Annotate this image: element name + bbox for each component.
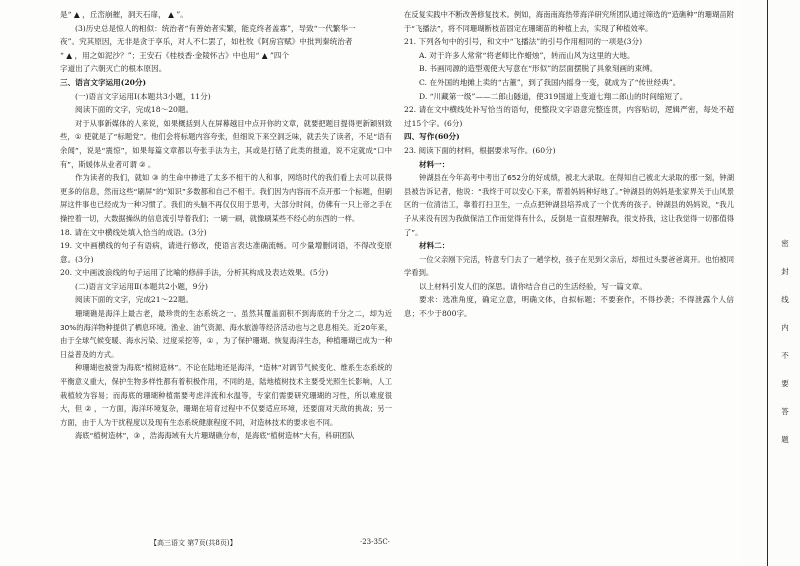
seal-line [767,0,768,566]
seal-char: 线 [781,295,789,304]
page-footer [150,538,390,548]
text-line: “ ▲ ，用之如泥沙？”；王安石《桂枝香·金陵怀古》中也用“ ▲ ”四个 [60,50,290,60]
left-column [60,8,392,443]
option-a: A. 对于许多人常常“将老师比作蜡烛”，转而山风为这里的大地。 [419,50,635,60]
question-21: 21. 下列各句中的引号，和文中“飞播法”的引号作用相同的一项是(3分) [404,37,643,47]
subsection-heading: (二)语言文字运用Ⅱ(本题共2小题，9分) [75,281,208,291]
text-line: (3)历史总是惊人的相似：统治者“有善始者实繁，能克终者盖寡”，导致“一代繁华一 [75,23,356,33]
question-23: 23. 阅读下面的材料，根据要求写作。(60分) [404,145,556,155]
material-heading: 材料一： [419,159,450,169]
passage-paragraph: 海底“植树造林”，③ ，浩海海域有大片珊瑚礁分布，是海底“植树造林”大有，科研团队 [75,431,355,441]
passage-paragraph: 在反复实践中不断改善修复技术。例如，海南南海热带海洋研究所团队通过筛选的“造礁种”的珊瑚苗附于“飞播法”，将不同珊瑚断枝苗固定在珊瑚苗的种植上去，实现了种植效率。 [404,10,734,33]
question-20: 20. 文中画波浪线的句子运用了比喻的修辞手法，分析其构成及表达效果。(5分) [60,268,329,278]
subsection-heading: (一)语言文字运用Ⅰ(本题共3小题，11分) [75,91,211,101]
subsection-intro: 阅读下面的文字，完成21～22题。 [75,295,194,305]
right-column [404,8,734,321]
seal-char: 封 [781,267,789,276]
footer-page-number: 【高三语文 第7页(共8页)】 [150,539,237,547]
seal-char: 内 [781,323,789,332]
text-line: 字道出了六朝灭亡的根本原因。 [60,64,167,74]
seal-char: 密 [781,239,789,248]
seal-char: 要 [781,379,789,388]
option-b: B. 书画同源的造型观使大写意在“形似”的层面摆脱了具象刻画的束缚。 [419,64,658,74]
passage-paragraph: 作为读者的我们，就如 ③ 的生命中掺进了太多不相干的人和事，网络时代的我们看上去可以获得更多的信息，然而这些“刷屏”的“知识”多数都和自己不相干。我们因为内容而不点开那一个标题，但刷屏这件事也已经成为一种习惯了。我们的头脑不再仅仅用于思考，大部分时间，仿佛有一只上帝之手在操控着一切，大数据操纵的信息流引导着我们；一刷一刷，就像刷某些不经心的东西的一样。 [60,173,392,223]
section-heading: 三、语言文字运用(20分) [60,77,147,87]
question-22: 22. 请在文中横线处补写恰当的语句，使整段文字语意完整连贯，内容贴切，逻辑严密，每处不超过15个字。(6分) [404,105,734,128]
question-19: 19. 文中画横线的句子有语病，请进行修改，使语言表达准确流畅。可少量增删词语，不得改变原意。(3分) [60,241,392,264]
writing-prompt: 以上材料引发人们的深思。请你结合自己的生活经验，写一篇文章。 [419,281,647,291]
option-c: C. 在外国的地摊上卖的“古董”，到了我国内摇身一变，就成为了“传世经典”。 [419,77,681,87]
subsection-intro: 阅读下面的文字，完成18～20题。 [75,105,194,115]
section-heading: 四、写作(60分) [404,132,460,142]
passage-paragraph: 对于从事新媒体的人来说，如果概括到人在屏幕越目中点开你的文章，就要把题目提得更新颖别致些，① 使就是了“标题党”。他们会将标题内容夸张，但细说下来空洞乏味，就丢失了读者，不足“语有余闻”，说是“震惊”，如果每篇文章都以夸张手法为主，其或是打错了此类的报道，说不定就成“口中有”，斯媛体从业者可谓 ② 。 [60,118,392,169]
footer-code: ·23-35C· [360,538,390,546]
seal-char: 题 [781,435,789,444]
seal-char: 答 [781,407,789,416]
material-heading: 材料二： [419,241,450,251]
option-d: D. “川藏第一级”——二郎山隧道，使319国道上变道七翔二郎山的时间缩短了。 [419,91,688,101]
question-18: 18. 请在文中横线处填入恰当的成语。(3分) [60,227,207,237]
seal-line-label [778,230,792,454]
material-paragraph: 一位父亲刚下完活，特意专门去了一趟学校，孩子在见到父亲后，却扭过头要爸爸离开。也怕被同学看到。 [404,254,734,278]
writing-requirements: 要求：选准角度，确定立意，明确文体，自拟标题；不要套作，不得抄袭；不得泄露个人信息；不少于800字。 [404,295,734,319]
passage-paragraph: 种珊瑚也被誉为海底“植树造林”。不论在陆地还是海洋，“造林”对调节气候变化、维系生态系统的平衡意义重大，保护生物多样性都有着积极作用，不同的是，陆地植树技术主要受光照生长影响，人工栽植较为容易；而海底的珊瑚种植需要考虑洋流和水温等，专家们需要研究珊瑚的习性，所以难度很大，但 ② ，一方面，海洋环境复杂，珊瑚在培育过程中不仅要适应环境，还要面对天敌的挑战；另一方面，由于人为干扰程度以及现有生态系统健康程度不同，对造林技术的要求也不同。 [60,363,392,427]
material-paragraph: 钟湖县在今年高考中考出了652分的好成绩，被北大录取。在得知自己被北大录取的那一刻，钟湖县被告诉记者，他说：“我终于可以安心下来，帮着妈妈种好地了。”钟湖县的妈妈是张家界关于山风景区的一位清洁工，靠着打扫卫生，一点点把钟湖县培养成了一个优秀的孩子。钟湖县的妈妈说，“我儿子从来没有因为我做保洁工作而觉得有什么，反倒是一直很理解我，很支持我，这让我觉得一切都值得了”。 [404,173,734,237]
seal-char: 不 [781,351,789,360]
text-line: 夜”。究其原因，无非是贪于享乐，对人不仁罢了，如杜牧《阿房宫赋》中批判秦统治者 [60,37,353,47]
passage-paragraph: 珊瑚礁是海洋上最古老，最珍贵的生态系统之一。虽然其覆盖面积不到海底的千分之二，却为近30%的海洋物种提供了栖息环境。渔业、油气资源、海水旅游等经济活动也与之息息相关。近20年来，由于全球气候变暖、海水污染、过度采挖等，① ，为了保护珊瑚、恢复海洋生态，种植珊瑚已成为一种日益普及的方式。 [60,309,392,359]
text-line: 是“ ▲ ，丘峦崩摧，洞天石扉， ▲ ”。 [60,10,188,19]
